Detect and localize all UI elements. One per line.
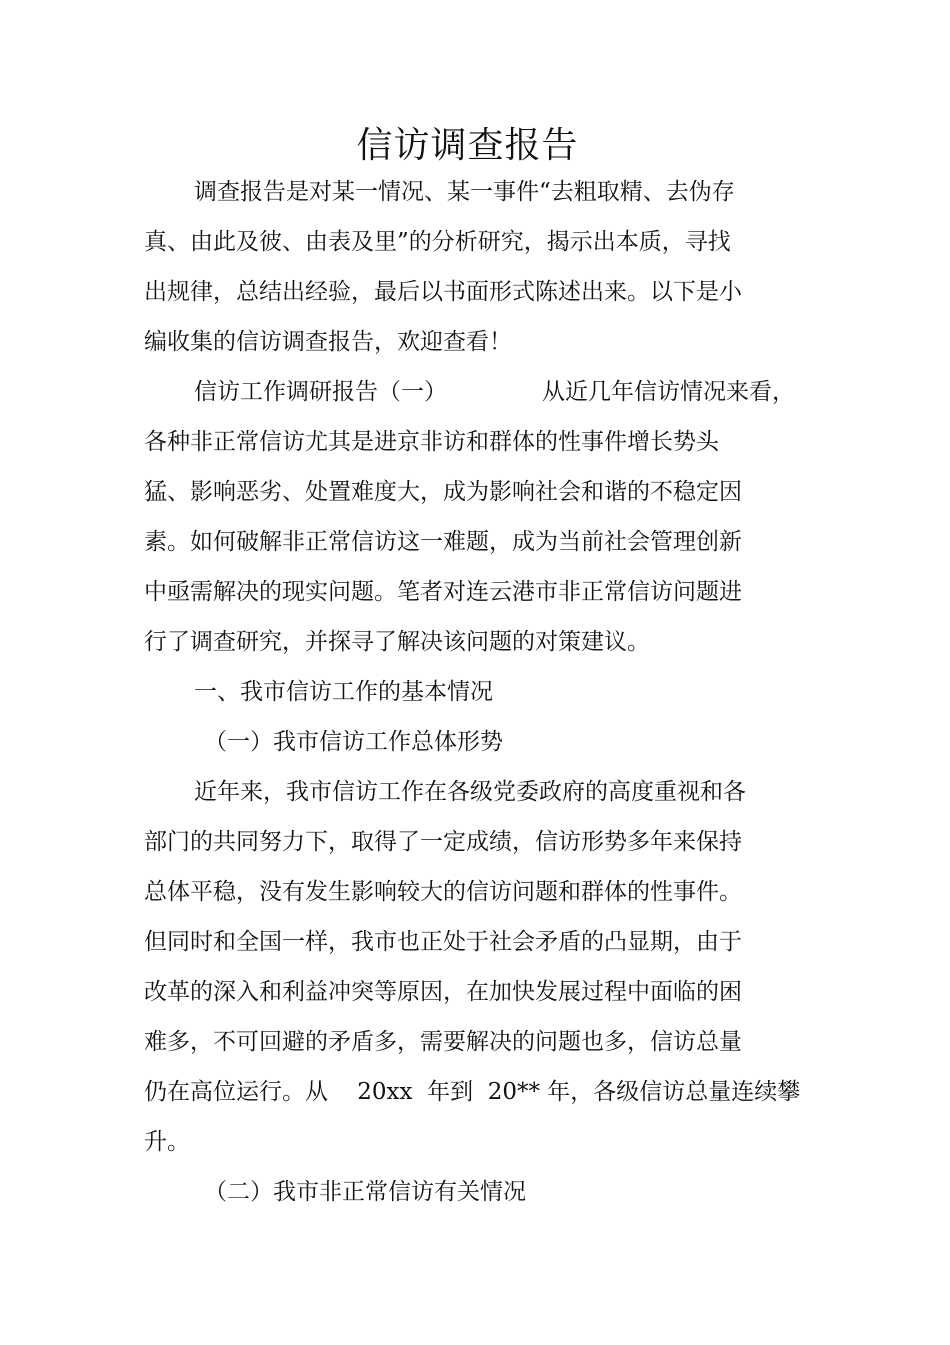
- paragraph-line: 调查报告是对某一情况、某一事件“去粗取精、去伪存: [194, 179, 735, 205]
- paragraph-line: 总体平稳，没有发生影响较大的信访问题和群体的性事件。: [144, 879, 742, 905]
- subsection-heading: （二）我市非正常信访有关情况: [204, 1179, 526, 1205]
- paragraph-line: 各种非正常信访尤其是进京非访和群体的性事件增长势头: [144, 429, 719, 455]
- paragraph-line: 中亟需解决的现实问题。笔者对连云港市非正常信访问题进: [144, 579, 742, 605]
- paragraph-line: 真、由此及彼、由表及里”的分析研究，揭示出本质，寻找: [144, 229, 731, 255]
- paragraph-line: 猛、影响恶劣、处置难度大，成为影响社会和谐的不稳定因: [144, 479, 742, 505]
- paragraph-line: 难多，不可回避的矛盾多，需要解决的问题也多，信访总量: [144, 1029, 742, 1055]
- paragraph-line: 编收集的信访调查报告，欢迎查看！: [144, 329, 512, 355]
- subsection-heading: （一）我市信访工作总体形势: [204, 729, 503, 755]
- paragraph-line: 行了调查研究，并探寻了解决该问题的对策建议。: [144, 629, 650, 655]
- section-heading: 一、我市信访工作的基本情况: [194, 679, 493, 705]
- paragraph-line: 仍在高位运行。从 20xx 年到 20** 年，各级信访总量连续攀: [144, 1079, 801, 1105]
- paragraph-line: 出规律，总结出经验，最后以书面形式陈述出来。以下是小: [144, 279, 742, 305]
- paragraph-line: 升。: [144, 1129, 190, 1155]
- document-title: 信访调查报告: [356, 125, 579, 166]
- paragraph-line: 改革的深入和利益冲突等原因，在加快发展过程中面临的困: [144, 979, 742, 1005]
- paragraph-line: 信访工作调研报告（一） 从近几年信访情况来看，: [194, 379, 796, 405]
- paragraph-line: 部门的共同努力下，取得了一定成绩，信访形势多年来保持: [144, 829, 742, 855]
- paragraph-line: 素。如何破解非正常信访这一难题，成为当前社会管理创新: [144, 529, 742, 555]
- paragraph-line: 但同时和全国一样，我市也正处于社会矛盾的凸显期，由于: [144, 929, 742, 955]
- paragraph-line: 近年来，我市信访工作在各级党委政府的高度重视和各: [194, 779, 746, 805]
